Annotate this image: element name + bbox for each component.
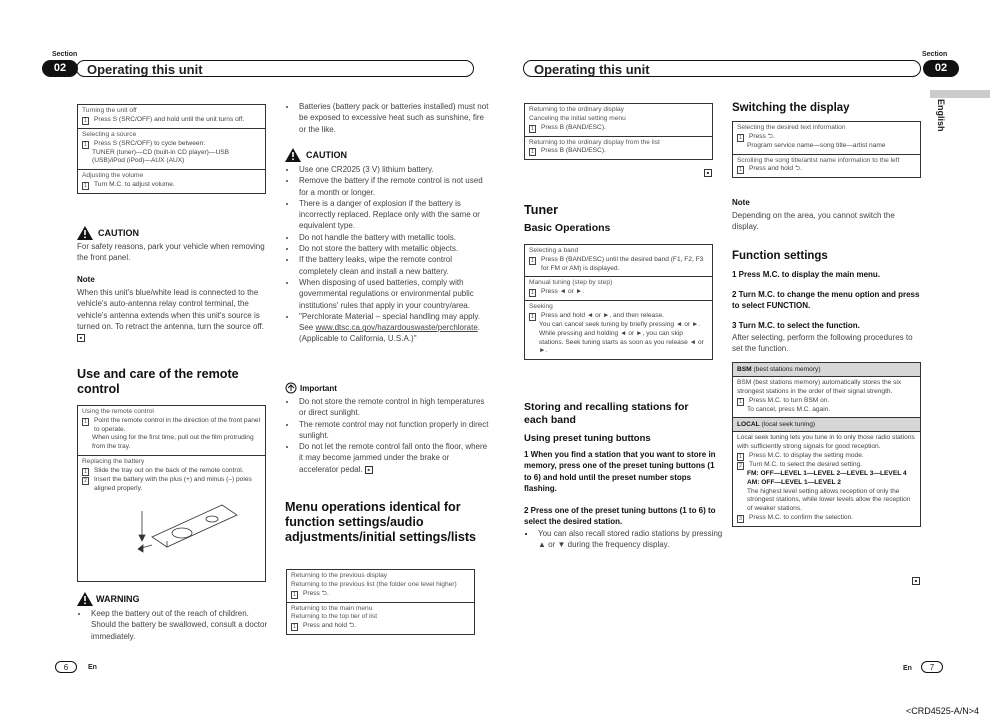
list-item: • The remote control may not function properly in direct sunlight. — [297, 419, 489, 442]
return-table — [524, 103, 713, 160]
local-header: LOCAL (local seek tuning) — [733, 418, 920, 432]
step-detail: When using for the first time, pull out the film protruding from the tray. — [92, 434, 254, 451]
table-row: Manual tuning (step by step) 1 Press ◄ or ►. — [525, 276, 712, 300]
row-title: Scrolling the song title/artist name information to the left — [737, 156, 900, 164]
bsm-header: BSM (best stations memory) — [733, 363, 920, 377]
section-label: Section — [52, 51, 78, 58]
page-number: 7 — [921, 661, 943, 673]
important-icon — [285, 382, 297, 394]
end-mark-icon: ■ — [77, 334, 85, 342]
operations-table — [77, 104, 266, 194]
list-item: • Do not store the remote control in high temperatures or direct sunlight. — [297, 396, 489, 419]
step-text: Press and hold ◄ or ►, and then release. — [541, 311, 665, 319]
page-language: En — [903, 665, 912, 672]
step-text: Press and hold ⮌. — [749, 165, 802, 173]
list-item: • When disposing of used batteries, comply with governmental regulations or environmental public institutions' rules that apply in your country/area. — [297, 277, 489, 311]
step-text: Press M.C. to confirm the selection. — [749, 513, 854, 521]
table-row: Scrolling the song title/artist name information to the left 1 Press and hold ⮌. — [733, 154, 920, 178]
caution-text: For safety reasons, park your vehicle when removing the front panel. — [77, 242, 265, 263]
list-item: • Remove the battery if the remote control is not used for a month or longer. — [297, 175, 489, 198]
row-title: Returning to the ordinary display from the list — [529, 138, 660, 146]
list-item: • There is a danger of explosion if the battery is incorrectly replaced. Replace only with the same or equivalent type. — [297, 198, 489, 232]
step-2: 2 Press one of the preset tuning buttons (1 to 6) to select the desired station. — [524, 506, 716, 527]
section-number-badge: 02 — [42, 60, 78, 77]
note-text: When this unit's blue/white lead is connected to the vehicle's auto-antenna relay control terminal, the vehicle's antenna extends when this unit's source is turned on. To retract the antenna, turn the source off. ■ — [77, 288, 264, 341]
list-item: • Do not let the remote control fall onto the floor, where it may become jammed under the brake or accelerator pedal. ■ — [297, 441, 489, 475]
note-text: Depending on the area, you cannot switch the display. — [732, 211, 895, 232]
subsection-heading: Using preset tuning buttons — [524, 433, 651, 444]
language-tab: English — [936, 99, 946, 132]
row-title: Returning to the ordinary display — [529, 106, 624, 113]
page-header: Operating this unit — [76, 60, 474, 77]
table-row: Adjusting the volume 1 Turn M.C. to adjust volume. — [78, 169, 265, 193]
list-item: ▪ You can also recall stored radio stations by pressing ▲ or ▼ during the frequency display. — [536, 528, 726, 551]
page-number: 6 — [55, 661, 77, 673]
display-table — [732, 121, 921, 178]
important-heading: Important — [285, 382, 337, 394]
row-title: Returning to the top tier of list — [291, 613, 378, 621]
list-item: • "Perchlorate Material – special handling may apply. See www.dtsc.ca.gov/hazardouswaste/perchlorate. (Applicable to California, U.S.A.)" — [297, 311, 489, 345]
step-text: Insert the battery with the plus (+) and minus (–) poles aligned properly. — [94, 475, 252, 492]
perchlorate-link[interactable]: www.dtsc.ca.gov/hazardouswaste/perchlorate — [315, 323, 478, 333]
page-language: En — [88, 664, 97, 671]
table-row: Selecting a band 1 Press B (BAND/ESC) until the desired band (F1, F2, F3 for FM or AM) is displayed. — [525, 245, 712, 276]
table-row: Seeking 1 Press and hold ◄ or ►, and then release. You can cancel seek tuning by briefly pressing ◄ or ►. While pressing and holding ◄ or ►, you can skip stations. Seek tuning starts as soon as you release ◄ or ►. — [525, 300, 712, 359]
caution-heading: CAUTION — [77, 226, 139, 240]
step-2-bullets — [524, 528, 726, 551]
function-step-3-text: After selecting, perform the following procedures to set the function. — [732, 333, 913, 354]
step-1: 1 When you find a station that you want to store in memory, press one of the preset tuning buttons (1 to 6) and hold until the preset number stops flashing. — [524, 450, 716, 493]
warning-triangle-icon — [285, 148, 301, 162]
step-text: Press and hold ⮌. — [303, 622, 356, 630]
row-title: Using the remote control — [82, 408, 154, 415]
step-text: Slide the tray out on the back of the remote control. — [94, 466, 244, 474]
caution-list — [285, 164, 489, 345]
step-detail: To cancel, press M.C. again. — [747, 405, 831, 413]
warning-triangle-icon — [77, 592, 93, 606]
step-text: Press B (BAND/ESC) until the desired band (F1, F2, F3 for FM or AM) is displayed. — [541, 255, 704, 272]
list-item: • Do not handle the battery with metallic tools. — [297, 232, 489, 243]
row-title: Returning to the previous list (the folder one level higher) — [291, 580, 457, 588]
battery-illustration — [132, 497, 242, 557]
row-title: Manual tuning (step by step) — [529, 279, 613, 287]
section-heading: Switching the display — [732, 102, 850, 114]
step-text: Press ⮌. — [303, 589, 329, 597]
section-heading: Storing and recalling stations for each band — [524, 401, 689, 426]
list-item: • Do not store the battery with metallic objects. — [297, 243, 489, 254]
section-heading: Tuner — [524, 203, 559, 217]
function-step-3: 3 Turn M.C. to select the function. — [732, 321, 860, 330]
step-detail: TUNER (tuner)—CD (built-in CD player)—USB (USB)/iPod (iPod)—AUX (AUX) — [92, 148, 230, 165]
local-body: Local seek tuning lets you tune in to only those radio stations with sufficiently strong signals for good reception. 1 Press M.C. to display the setting mode. 2 Turn M.C. to select the desired setting. FM: OFF—LEVEL 1—LEVEL 2—LEVEL 3—LEVEL 4 AM: OFF—LEVEL 1—LEVEL 2 The highest level setting allows reception of only the strongest stations, while lower levels allow the reception of weaker stations. 3 Press M.C. to confirm the selection. — [737, 434, 915, 522]
step-text: Press S (SRC/OFF) and hold until the unit turns off. — [94, 115, 245, 123]
table-row: Turning the unit off 1 Press S (SRC/OFF) and hold until the unit turns off. — [78, 105, 265, 128]
warning-triangle-icon — [77, 226, 93, 240]
battery-bullets — [285, 101, 489, 135]
row-title: Replacing the battery — [82, 457, 145, 465]
row-title: Seeking — [529, 303, 553, 311]
list-item: • Batteries (battery pack or batteries installed) must not be exposed to excessive heat such as sunshine, fire or the like. — [297, 101, 489, 135]
row-title: Returning to the main menu — [291, 604, 373, 612]
table-row: Returning to the ordinary display from the list 1 Press B (BAND/ESC). — [525, 136, 712, 160]
bsm-body: BSM (best stations memory) automatically stores the six strongest stations in the order of their signal strength. 1 Press M.C. to turn BSM on. To cancel, press M.C. again. — [733, 377, 920, 418]
function-step-1: 1 Press M.C. to display the main menu. — [732, 270, 881, 279]
step-text: Press B (BAND/ESC). — [541, 123, 606, 131]
list-item: • Use one CR2025 (3 V) lithium battery. — [297, 164, 489, 175]
tuner-table — [524, 244, 713, 360]
row-title: Selecting a band — [529, 247, 579, 254]
table-row: Returning to the previous display Returning to the previous list (the folder one level higher) 1 Press ⮌. — [287, 570, 474, 602]
row-title: Canceling the initial setting menu — [529, 114, 626, 122]
step-text: Press M.C. to display the setting mode. — [749, 451, 864, 459]
language-tab-bar — [930, 90, 990, 98]
note-heading: Note — [732, 198, 750, 207]
step-text: Press ⮌. — [749, 132, 775, 140]
section-heading: Menu operations identical for function settings/audio adjustments/initial settings/lists — [285, 500, 477, 544]
step-detail: You can cancel seek tuning by briefly pressing ◄ or ►. — [539, 320, 701, 328]
step-detail: Program service name—song title—artist name — [747, 141, 886, 149]
table-row: Returning to the ordinary display Canceling the initial setting menu 1 Press B (BAND/ESC). — [525, 104, 712, 136]
end-mark-icon: ■ — [912, 577, 920, 585]
warning-list — [77, 608, 274, 642]
warning-heading: WARNING — [77, 592, 140, 606]
step-text: Press ◄ or ►. — [541, 288, 585, 296]
row-title: Selecting the desired text information — [737, 124, 846, 131]
step-text: Point the remote control in the direction of the front panel to operate. — [94, 416, 261, 433]
document-code: <CRD4525-A/N>4 — [906, 706, 980, 716]
table-row: Replacing the battery 1 Slide the tray out on the back of the remote control. 2 Insert the battery with the plus (+) and minus (–) poles aligned properly. — [78, 455, 265, 564]
step-text: Press B (BAND/ESC). — [541, 147, 606, 155]
section-label: Section — [922, 51, 948, 58]
step-text: Turn M.C. to adjust volume. — [94, 180, 175, 188]
section-heading: Use and care of the remote control — [77, 367, 239, 396]
row-title: Adjusting the volume — [82, 172, 144, 180]
end-mark-icon: ■ — [704, 169, 712, 177]
row-title: Turning the unit off — [82, 107, 137, 114]
note-heading: Note — [77, 275, 95, 284]
row-title: Selecting a source — [82, 130, 137, 138]
function-step-2: 2 Turn M.C. to change the menu option and press to select FUNCTION. — [732, 290, 920, 311]
table-row: Selecting the desired text information 1 Press ⮌. Program service name—song title—artist name — [733, 122, 920, 154]
step-detail: The highest level setting allows reception of only the strongest stations, while lower levels allow the reception of weaker stations. — [747, 487, 911, 513]
step-text: Press M.C. to turn BSM on. — [749, 396, 830, 404]
row-title: Returning to the previous display — [291, 572, 388, 579]
important-list — [285, 396, 489, 475]
step-text: Turn M.C. to select the desired setting. — [749, 460, 862, 468]
am-levels: AM: OFF—LEVEL 1—LEVEL 2 — [747, 478, 841, 486]
section-number-badge: 02 — [923, 60, 959, 77]
table-row: Returning to the main menu Returning to the top tier of list 1 Press and hold ⮌. — [287, 602, 474, 635]
caution-heading: CAUTION — [285, 148, 347, 162]
end-mark-icon: ■ — [365, 466, 373, 474]
list-item: • Keep the battery out of the reach of children. Should the battery be swallowed, consult a doctor immediately. — [89, 608, 274, 642]
table-row: Using the remote control 1 Point the remote control in the direction of the front panel to operate. When using for the first time, pull out the film protruding from the tray. — [82, 408, 261, 451]
step-detail: While pressing and holding ◄ or ►, you can skip stations. Seek tuning starts as soon as you release ◄ or ►. — [539, 329, 704, 355]
section-heading: Function settings — [732, 250, 828, 262]
fm-levels: FM: OFF—LEVEL 1—LEVEL 2—LEVEL 3—LEVEL 4 — [747, 469, 907, 477]
list-item: • If the battery leaks, wipe the remote control completely clean and install a new battery. — [297, 254, 489, 277]
function-table — [732, 362, 921, 527]
step-text: Press S (SRC/OFF) to cycle between: — [94, 139, 206, 147]
subsection-heading: Basic Operations — [524, 222, 611, 234]
page-header: Operating this unit — [523, 60, 921, 77]
table-row: Selecting a source 1 Press S (SRC/OFF) to cycle between: TUNER (tuner)—CD (built-in CD player)—USB (USB)/iPod (iPod)—AUX (AUX) — [78, 128, 265, 169]
remote-table — [77, 405, 266, 582]
menu-table — [286, 569, 475, 635]
